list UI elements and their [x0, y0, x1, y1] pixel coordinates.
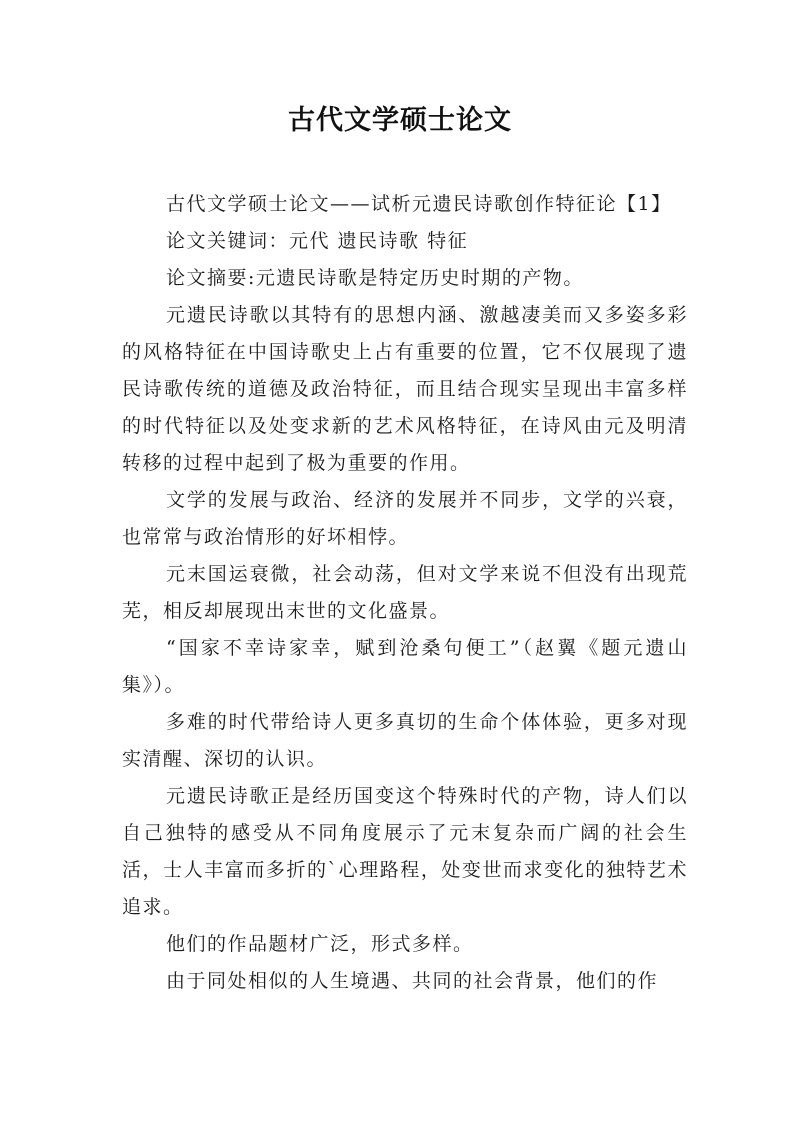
document-body — [122, 186, 688, 1000]
paragraph: 元末国运衰微，社会动荡，但对文学来说不但没有出现荒芜，相反却展现出末世的文化盛景。 — [122, 563, 688, 622]
paragraph-keywords: 论文关键词：元代 遗民诗歌 特征 — [166, 230, 469, 252]
paragraph: 元遗民诗歌正是经历国变这个特殊时代的产物，诗人们以自己独特的感受从不同角度展示了元末复杂而广阔的社会生活，士人丰富而多折的`心理路程，处变世而求变化的独特艺术追求。 — [122, 785, 688, 918]
paragraph-heading: 古代文学硕士论文——试析元遗民诗歌创作特征论【1】 — [166, 193, 672, 215]
paragraph: 多难的时代带给诗人更多真切的生命个体体验，更多对现实清醒、深切的认识。 — [122, 711, 688, 770]
paragraph: 文学的发展与政治、经济的发展并不同步，文学的兴衰，也常常与政治情形的好坏相悖。 — [122, 489, 688, 548]
document-title: 古代文学硕士论文 — [288, 105, 512, 136]
paragraph: 他们的作品题材广泛，形式多样。 — [166, 933, 474, 955]
paragraph-quote: “国家不幸诗家幸，赋到沧桑句便工”（赵翼《题元遗山集》）。 — [122, 637, 688, 696]
paragraph: 由于同处相似的人生境遇、共同的社会背景，他们的作 — [166, 970, 659, 992]
paragraph-abstract: 论文摘要:元遗民诗歌是特定历史时期的产物。 — [166, 267, 584, 289]
paragraph: 元遗民诗歌以其特有的思想内涵、激越凄美而又多姿多彩的风格特征在中国诗歌史上占有重要的位置，它不仅展现了遗民诗歌传统的道德及政治特征，而且结合现实呈现出丰富多样的时代特征以及处变求新的艺术风格特征，在诗风由元及明清转移的过程中起到了极为重要的作用。 — [122, 304, 688, 474]
